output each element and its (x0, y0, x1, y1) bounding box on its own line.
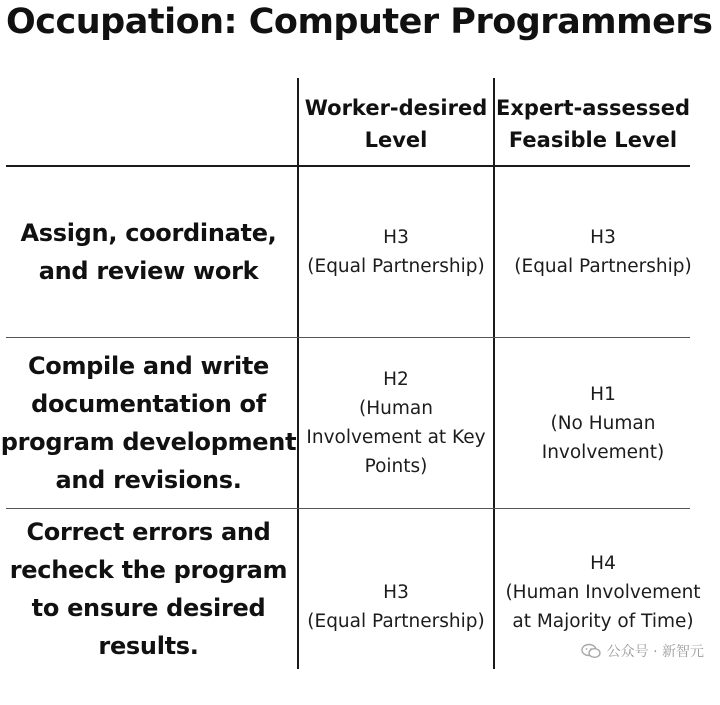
worker-level-cell (299, 167, 493, 337)
header-line: Level (364, 128, 428, 152)
header-line: Worker-desired (304, 96, 488, 120)
level-label: Involvement at Key (306, 427, 486, 448)
task-line: results. (98, 632, 199, 660)
task-cell-correct (0, 509, 297, 669)
wechat-icon (581, 643, 601, 659)
task-line: and revisions. (55, 466, 242, 494)
task-line: to ensure desired (31, 594, 266, 622)
watermark (581, 641, 704, 661)
task-line: Correct errors and (26, 518, 271, 546)
level-label: Involvement) (541, 441, 665, 463)
task-cell-assign (0, 167, 297, 337)
level-label: (Equal Partnership) (514, 256, 692, 277)
column-header-worker (299, 88, 493, 160)
task-cell-compile (0, 338, 297, 508)
task-line: documentation of (31, 390, 266, 418)
task-line: Assign, coordinate, (20, 219, 277, 247)
task-line: recheck the program (9, 556, 288, 584)
task-line: Compile and write (27, 352, 270, 380)
task-line: program development (0, 428, 297, 456)
level-label: at Majority of Time) (512, 610, 694, 632)
expert-level-cell (495, 167, 711, 337)
worker-level-cell (299, 338, 493, 508)
task-line: and review work (38, 257, 259, 285)
level-label: (No Human (550, 412, 656, 434)
level-code: H3 (383, 227, 409, 248)
level-label: Points) (364, 456, 428, 477)
level-code: H2 (383, 369, 409, 390)
worker-level-cell (299, 509, 493, 705)
level-code: H3 (590, 227, 616, 248)
page-title: Occupation: Computer Programmers (6, 2, 713, 42)
watermark-text: 公众号 · 新智元 (606, 644, 704, 660)
level-code: H1 (590, 383, 616, 405)
expert-level-cell (495, 338, 711, 508)
level-label: (Human (359, 398, 433, 419)
level-label: (Equal Partnership) (307, 256, 485, 277)
level-label: (Human Involvement (505, 581, 701, 603)
level-label: (Equal Partnership) (307, 611, 485, 632)
level-code: H4 (590, 552, 616, 574)
header-line: Expert-assessed (496, 96, 690, 120)
header-line: Feasible Level (508, 128, 678, 152)
column-header-expert (495, 88, 691, 160)
level-code: H3 (383, 582, 409, 603)
